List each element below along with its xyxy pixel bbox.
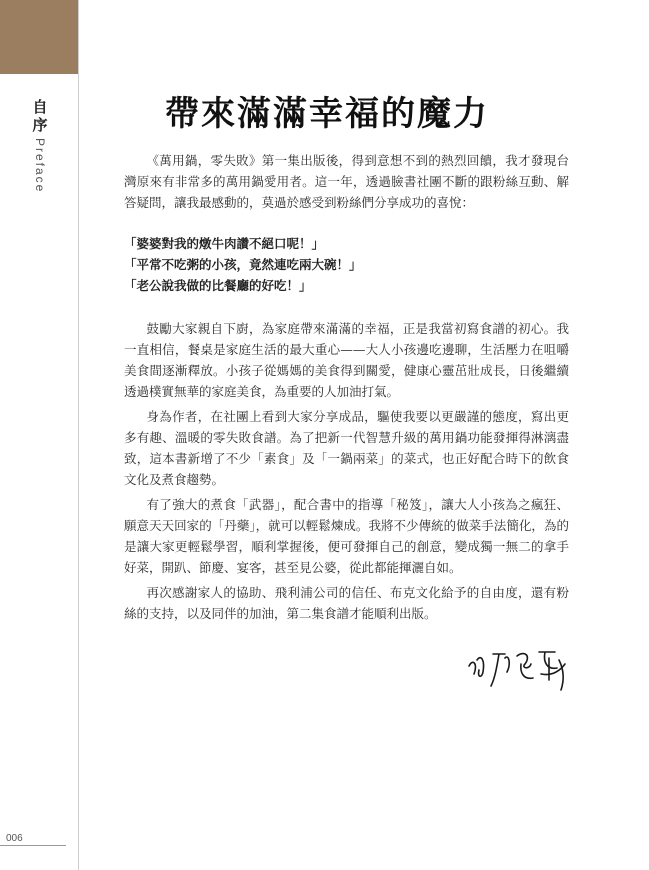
body-paragraph: 再次感謝家人的協助、飛利浦公司的信任、布克文化給予的自由度，還有粉絲的支持，以及同伴的加油，第二集食譜才能順利出版。 xyxy=(124,585,569,621)
fan-quotes xyxy=(124,233,569,296)
intro-paragraph: 《萬用鍋，零失敗》第一集出版後，得到意想不到的熱烈回饋，我才發現台灣原來有非常多的萬用鍋愛用者。這一年，透過臉書社團不斷的跟粉絲互動、解答疑問，讓我最感動的，莫過於感受到粉絲們分享成功的喜悅： xyxy=(124,153,569,210)
body-paragraph: 身為作者，在社團上看到大家分享成品，驅使我要以更嚴謹的態度，寫出更多有趣、溫暖的零失敗食譜。為了把新一代智慧升級的萬用鍋功能發揮得淋漓盡致，這本書新增了不少「素食」及「一鍋兩菜」的菜式，也正好配合時下的飲食文化及煮食趨勢。 xyxy=(124,409,569,487)
article-body xyxy=(124,150,569,628)
page-title: 帶來滿滿幸福的魔力 xyxy=(165,94,489,134)
page-number-rule xyxy=(0,845,66,846)
page-number: 006 xyxy=(6,833,23,844)
fan-quote: 「平常不吃粥的小孩，竟然連吃兩大碗！」 xyxy=(124,257,362,272)
section-label-english: Preface xyxy=(33,138,47,194)
side-section-label xyxy=(28,98,52,193)
margin-rule xyxy=(78,0,79,870)
author-signature xyxy=(465,634,575,698)
corner-color-block xyxy=(0,0,78,74)
fan-quote: 「婆婆對我的燉牛肉讚不絕口呢！」 xyxy=(124,236,325,251)
body-paragraph: 有了強大的煮食「武器」，配合書中的指導「秘笈」，讓大人小孩為之瘋狂、願意天天回家的「丹藥」，就可以輕鬆煉成。我將不少傳統的做菜手法簡化，為的是讓大家更輕鬆學習，順利掌握後，便可發揮自己的創意，變成獨一無二的拿手好菜，開趴、節慶、宴客，甚至見公婆，從此都能揮灑自如。 xyxy=(124,497,569,575)
body-paragraph: 鼓勵大家親自下廚，為家庭帶來滿滿的幸福，正是我當初寫食譜的初心。我一直相信，餐桌是家庭生活的最大重心——大人小孩邊吃邊聊，生活壓力在咀嚼美食間逐漸釋放。小孩子從媽媽的美食得到關愛，健康心靈茁壯成長，日後繼續透過樸實無華的家庭美食，為重要的人加油打氣。 xyxy=(124,321,569,399)
section-label-chinese: 自序 xyxy=(32,98,48,134)
fan-quote: 「老公說我做的比餐廳的好吃！」 xyxy=(124,278,312,293)
